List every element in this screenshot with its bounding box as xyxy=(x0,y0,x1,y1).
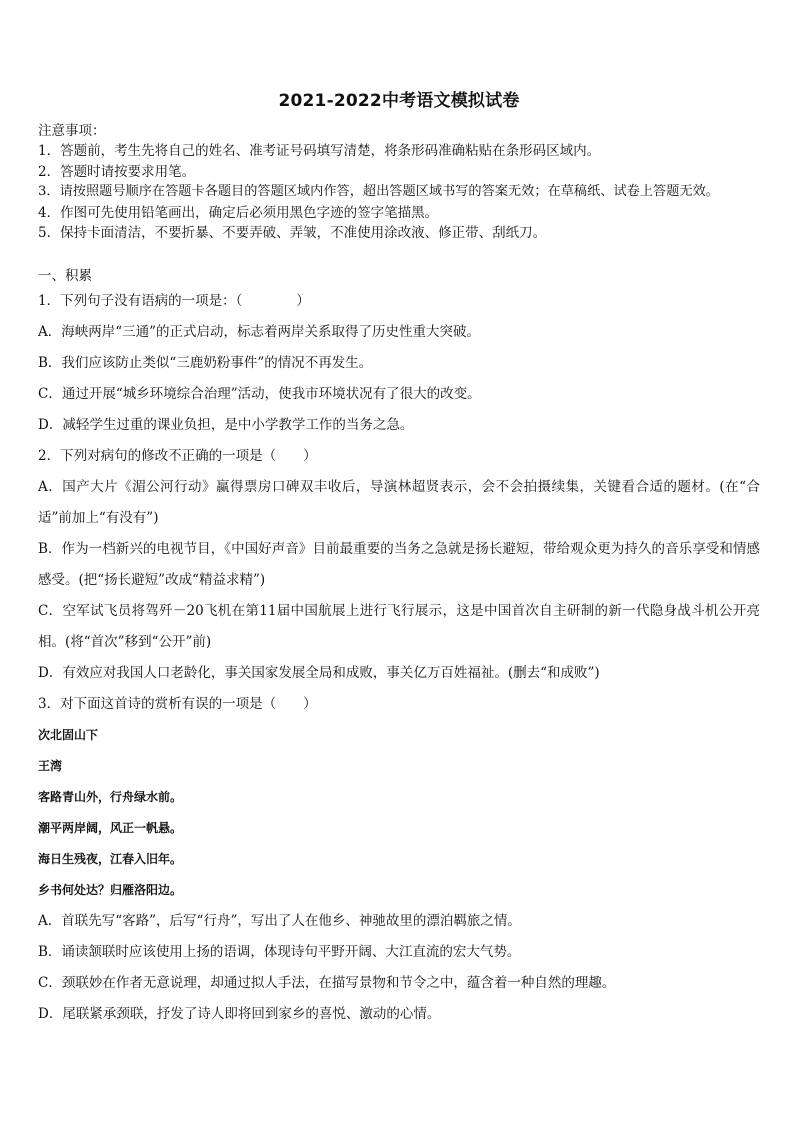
notice-item: 4．作图可先使用铅笔画出，确定后必须用黑色字迹的签字笔描黑。 xyxy=(38,204,439,221)
question-stem: 2．下列对病句的修改不正确的一项是（ ） xyxy=(38,447,317,464)
question-2 xyxy=(38,441,760,689)
option-a: A．首联先写“客路”，后写“行舟”，写出了人在他乡、神驰故里的漂泊羁旅之情。 xyxy=(38,912,521,929)
question-3 xyxy=(38,689,760,1030)
option-b: B．诵读颔联时应该使用上扬的语调，体现诗句平野开阔、大江直流的宏大气势。 xyxy=(38,943,521,960)
notice-item: 1．答题前，考生先将自己的姓名、准考证号码填写清楚，将条形码准确粘贴在条形码区域内。 xyxy=(38,143,601,159)
option-a: A．海峡两岸“三通”的正式启动，标志着两岸关系取得了历史性重大突破。 xyxy=(38,323,481,340)
poem-line: 海日生残夜，江春入旧年。 xyxy=(38,851,183,866)
section-heading: 一、积累 xyxy=(38,267,92,284)
option-b: B．我们应该防止类似“三鹿奶粉事件”的情况不再发生。 xyxy=(38,354,373,371)
option-c: C．通过开展“城乡环境综合治理”活动，使我市环境状况有了很大的改变。 xyxy=(38,385,481,402)
notice-heading: 注意事项： xyxy=(38,123,106,139)
poem-line: 乡书何处达？归雁洛阳边。 xyxy=(38,882,183,897)
page-title: 2021-2022中考语文模拟试卷 xyxy=(278,91,520,111)
option-b: B．作为一档新兴的电视节目，《中国好声音》目前最重要的当务之急就是扬长避短，带给观众更为持久的音乐享受和情感感受。(把“扬长避短”改成“精益求精”) xyxy=(38,540,760,588)
notice-block xyxy=(38,121,760,244)
option-a: A．国产大片《湄公河行动》赢得票房口碑双丰收后，导演林超贤表示，会不会拍摄续集，关键看合适的题材。(在“合适”前加上“有没有”) xyxy=(38,478,760,526)
option-c: C．空军试飞员将驾歼－20飞机在第11届中国航展上进行飞行展示，这是中国首次自主研制的新一代隐身战斗机公开亮相。(将“首次”移到“公开”前) xyxy=(38,602,760,650)
poem-title: 次北固山下 xyxy=(38,727,99,742)
question-1 xyxy=(38,286,760,441)
question-stem: 3．对下面这首诗的赏析有误的一项是（ ） xyxy=(38,695,317,712)
poem-author: 王湾 xyxy=(38,758,63,773)
question-stem: 1．下列句子没有语病的一项是：（ ） xyxy=(38,292,310,309)
notice-item: 2．答题时请按要求用笔。 xyxy=(38,163,196,180)
option-d: D．有效应对我国人口老龄化，事关国家发展全局和成败，事关亿万百姓福祉。(删去“和成败”) xyxy=(38,664,600,681)
option-d: D．减轻学生过重的课业负担，是中小学教学工作的当务之急。 xyxy=(38,416,414,433)
poem-line: 潮平两岸阔，风正一帆悬。 xyxy=(38,820,183,835)
option-c: C．颈联妙在作者无意说理，却通过拟人手法，在描写景物和节令之中，蕴含着一种自然的理趣。 xyxy=(38,974,616,991)
poem-line: 客路青山外，行舟绿水前。 xyxy=(38,789,183,804)
option-d: D．尾联紧承颈联，抒发了诗人即将回到家乡的喜悦、激动的心情。 xyxy=(38,1005,441,1022)
exam-page xyxy=(38,86,760,1030)
notice-item: 5．保持卡面清洁，不要折暴、不要弄破、弄皱，不准使用涂改液、修正带、刮纸刀。 xyxy=(38,225,547,241)
notice-item: 3．请按照题号顺序在答题卡各题目的答题区域内作答，超出答题区域书写的答案无效；在草稿纸、试卷上答题无效。 xyxy=(38,184,719,199)
